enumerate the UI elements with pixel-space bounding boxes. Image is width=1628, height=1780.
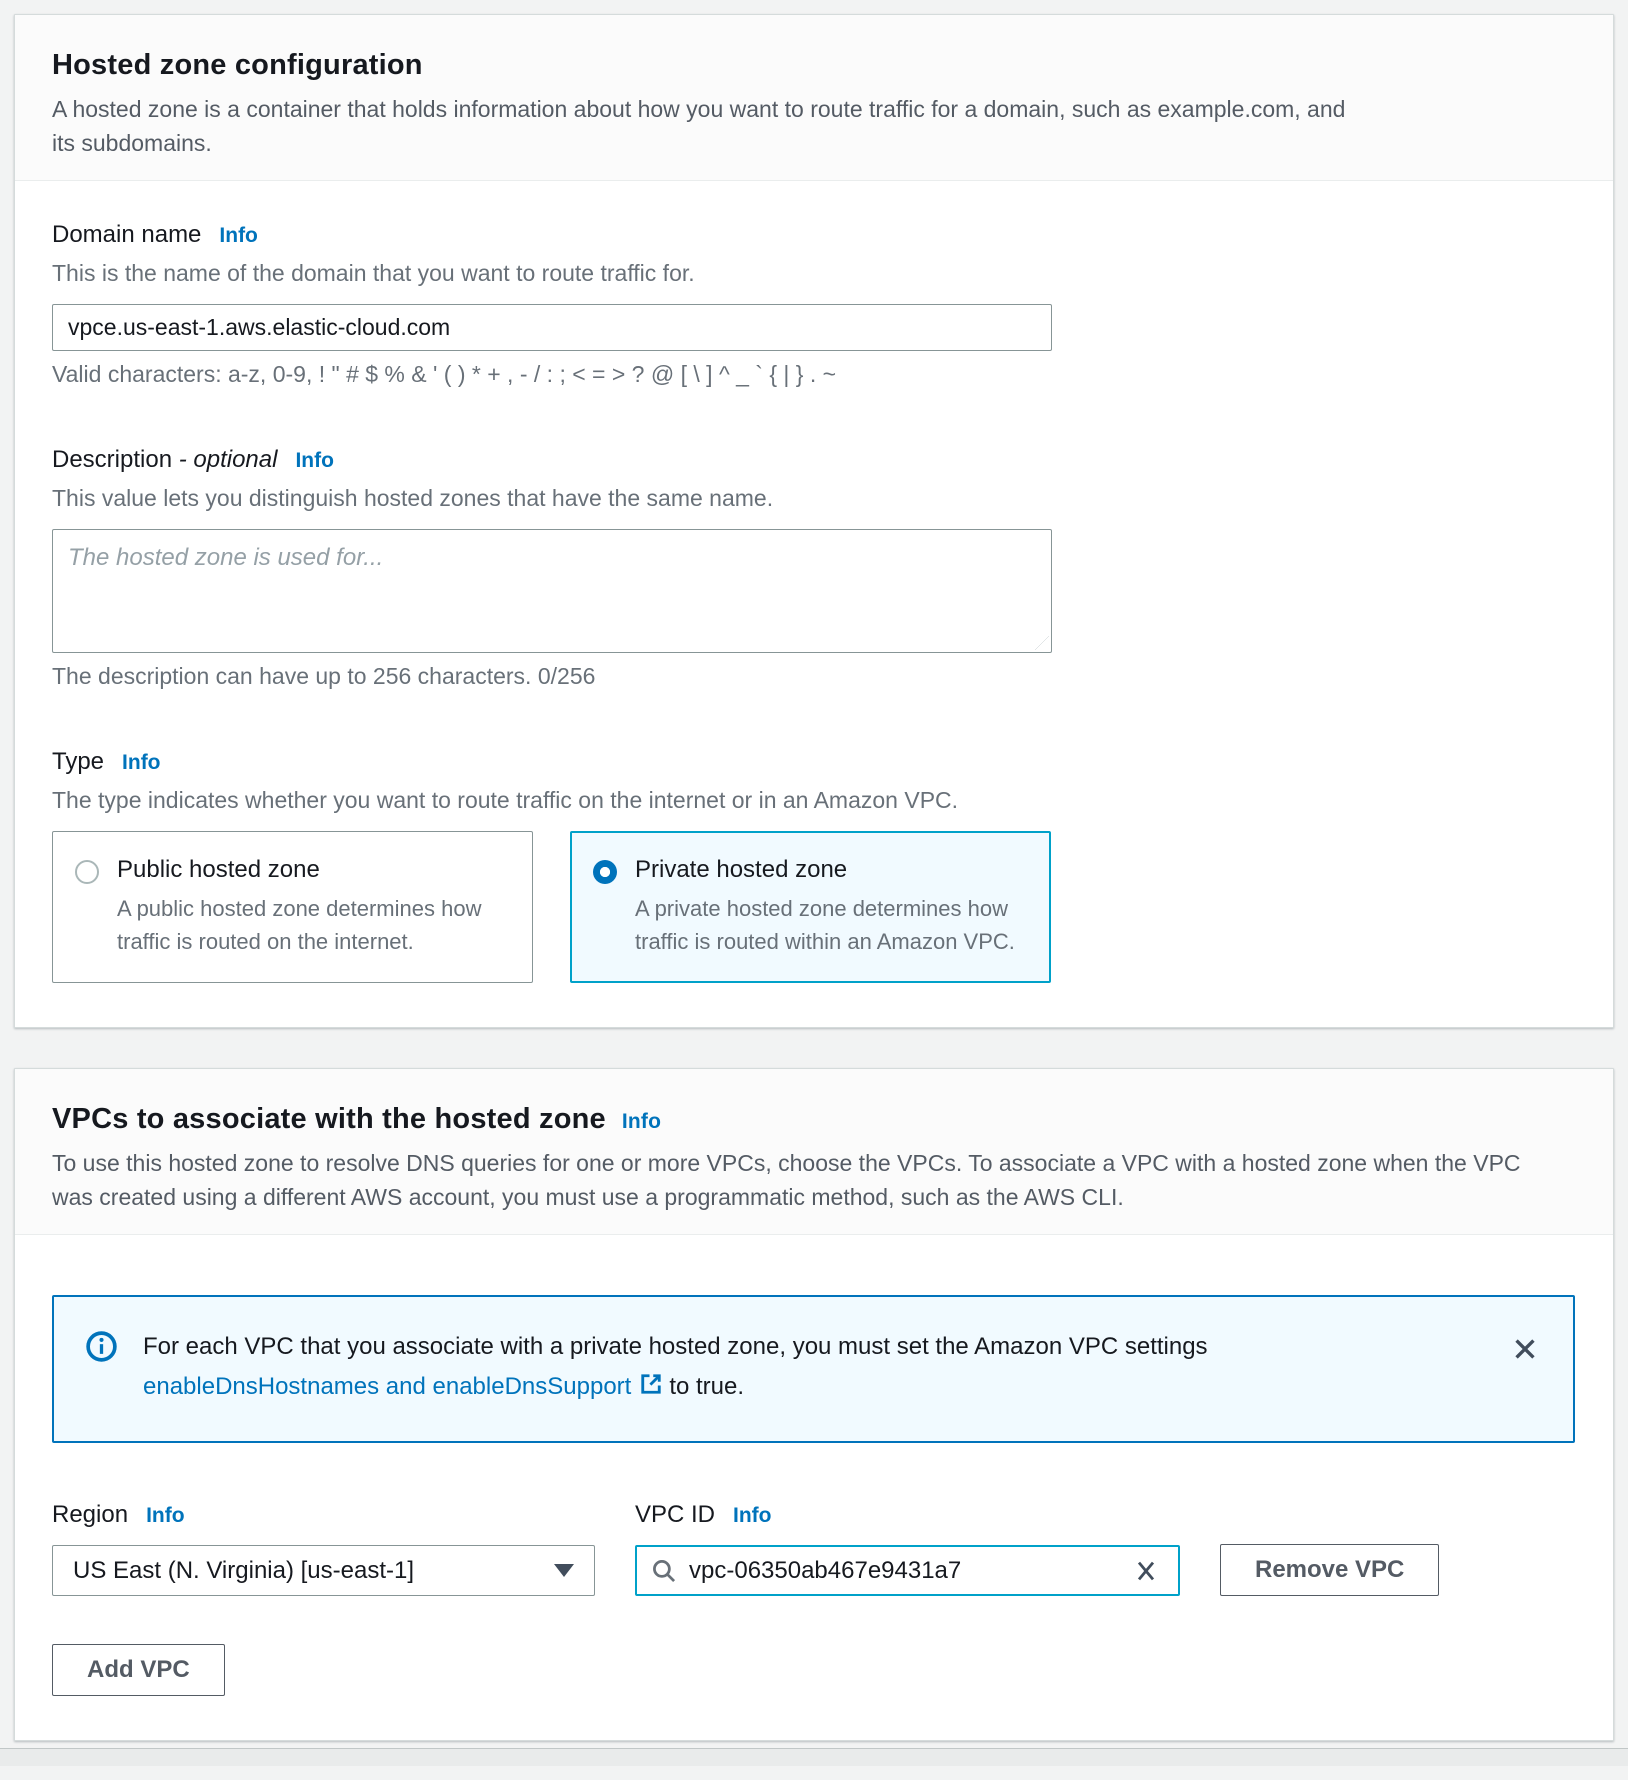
type-label: Type xyxy=(52,748,104,776)
vpc-panel-title: VPCs to associate with the hosted zone Info xyxy=(52,1103,1576,1136)
chevron-down-icon xyxy=(554,1564,574,1577)
vpc-id-search-box xyxy=(635,1545,1180,1596)
add-vpc-button[interactable]: Add VPC xyxy=(52,1644,225,1696)
domain-name-help-text: This is the name of the domain that you want to route traffic for. xyxy=(52,257,1576,290)
vpc-id-info-link[interactable]: Info xyxy=(733,1504,771,1528)
info-circle-icon xyxy=(86,1331,117,1362)
region-label: Region xyxy=(52,1501,128,1529)
domain-name-info-link[interactable]: Info xyxy=(219,224,257,248)
clear-input-icon[interactable] xyxy=(1128,1553,1164,1589)
vpc-settings-info-alert xyxy=(52,1295,1575,1443)
public-hosted-zone-option-label: Public hosted zone xyxy=(117,856,510,884)
vpc-id-label: VPC ID xyxy=(635,1501,715,1529)
private-hosted-zone-option[interactable] xyxy=(570,831,1051,983)
vpc-panel-info-link[interactable]: Info xyxy=(622,1110,661,1133)
type-field-group xyxy=(52,748,1576,983)
type-info-link[interactable]: Info xyxy=(122,751,160,775)
hosted-zone-panel-body xyxy=(15,181,1613,1027)
footer-strip xyxy=(0,1748,1628,1766)
alert-close-icon[interactable] xyxy=(1505,1329,1545,1369)
description-textarea[interactable] xyxy=(52,529,1052,653)
vpc-panel-header xyxy=(15,1069,1613,1235)
search-icon xyxy=(651,1558,677,1584)
vpcs-to-associate-panel xyxy=(14,1068,1614,1741)
enable-dns-settings-link[interactable]: enableDnsHostnames and enableDnsSupport xyxy=(143,1373,631,1400)
type-help-text: The type indicates whether you want to route traffic on the internet or in an Amazon VPC. xyxy=(52,784,1576,817)
public-hosted-zone-option[interactable] xyxy=(52,831,533,983)
vpc-panel-body xyxy=(15,1235,1613,1740)
domain-name-label: Domain name xyxy=(52,221,201,249)
hosted-zone-configuration-panel xyxy=(14,14,1614,1028)
hosted-zone-panel-description: A hosted zone is a container that holds information about how you want to route traffic for a domain, such as example.com, and its subdomains. xyxy=(52,92,1352,160)
optional-suffix: - optional xyxy=(179,446,278,473)
region-select-value: US East (N. Virginia) [us-east-1] xyxy=(73,1557,414,1585)
domain-name-field-group xyxy=(52,221,1576,388)
hosted-zone-panel-header xyxy=(15,15,1613,181)
description-label: Description - optional xyxy=(52,446,277,474)
domain-name-input[interactable] xyxy=(52,304,1052,351)
description-field-group xyxy=(52,446,1576,690)
domain-name-constraint-text: Valid characters: a-z, 0-9, ! " # $ % & ' ( ) * + , - / : ; < = > ? @ [ \ ] ^ _ ` { | } . ~ xyxy=(52,361,1576,388)
external-link-icon xyxy=(639,1372,663,1396)
region-select[interactable] xyxy=(52,1545,595,1596)
private-hosted-zone-radio-icon[interactable] xyxy=(593,860,617,884)
description-info-link[interactable]: Info xyxy=(295,449,333,473)
public-hosted-zone-radio-icon[interactable] xyxy=(75,860,99,884)
alert-message: For each VPC that you associate with a private hosted zone, you must set the Amazon VPC settings enableDnsHostnames and enableDnsSupport to true. xyxy=(143,1327,1393,1407)
public-hosted-zone-option-description: A public hosted zone determines how traffic is routed on the internet. xyxy=(117,892,510,958)
private-hosted-zone-option-description: A private hosted zone determines how traffic is routed within an Amazon VPC. xyxy=(635,892,1028,958)
region-info-link[interactable]: Info xyxy=(146,1504,184,1528)
vpc-association-row xyxy=(52,1501,1576,1596)
page-title: Hosted zone configuration xyxy=(52,49,1576,82)
vpc-panel-description: To use this hosted zone to resolve DNS queries for one or more VPCs, choose the VPCs. To associate a VPC with a hosted zone when the VPC was created using a different AWS account, you must use a programmatic method, such as the AWS CLI. xyxy=(52,1146,1542,1214)
region-column xyxy=(52,1501,595,1596)
remove-vpc-button[interactable]: Remove VPC xyxy=(1220,1544,1439,1596)
description-character-count: The description can have up to 256 characters. 0/256 xyxy=(52,663,1576,690)
vpc-id-input[interactable] xyxy=(689,1557,1116,1585)
description-help-text: This value lets you distinguish hosted zones that have the same name. xyxy=(52,482,1576,515)
private-hosted-zone-option-label: Private hosted zone xyxy=(635,856,1028,884)
vpc-id-column xyxy=(635,1501,1180,1596)
